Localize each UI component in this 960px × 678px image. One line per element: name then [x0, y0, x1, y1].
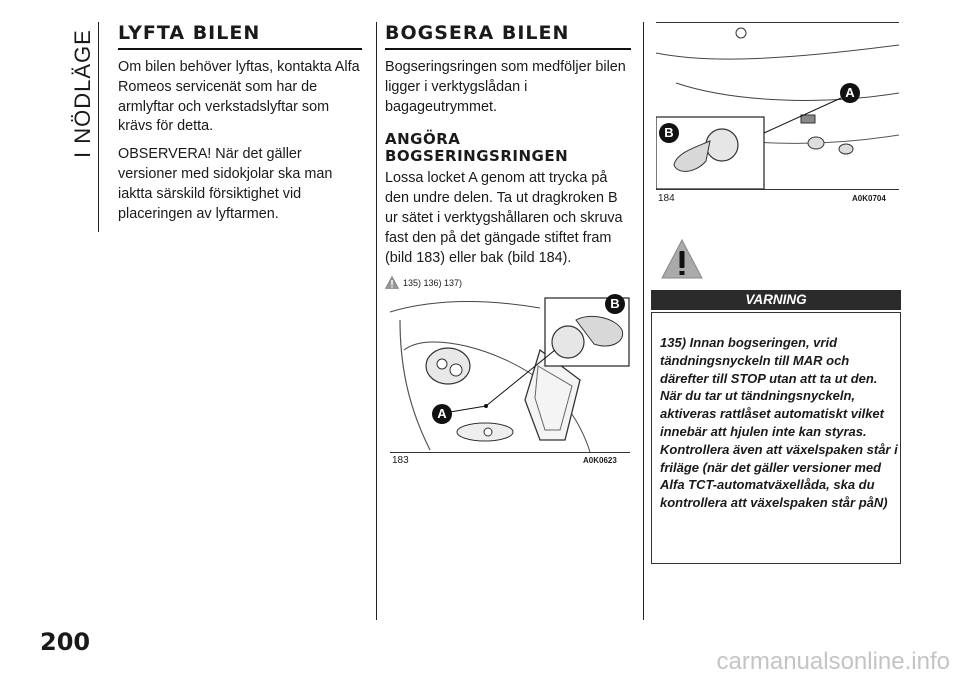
warning-references — [385, 276, 631, 289]
warning-text: Innan bogseringen, vrid tändningsnyckeln till MAR och därefter till STOP utan att ta ut den. När du tar ut tändningsnyckeln, aktiveras rattlåset automatiskt vilket innebär att hjulen inte kan styras. Kontrollera även att växelspaken står i friläge (när det gäller versioner med Alfa TCT-automatväxellåda, ska du kontrollera att växelspaken står påN) — [660, 335, 898, 511]
callout-a: A — [845, 85, 855, 100]
watermark: carmanualsonline.info — [716, 648, 950, 675]
figure-184-code: A0K0704 — [852, 194, 886, 203]
section-tab: I NÖDLÄGE — [70, 29, 95, 158]
figure-183 — [390, 290, 630, 453]
figure-183-number: 183 — [392, 455, 409, 466]
warning-triangle-icon — [385, 276, 399, 289]
warning-number: 135) — [660, 335, 687, 350]
callout-b: B — [664, 125, 674, 140]
figure-184 — [656, 22, 899, 190]
figure-183-code: A0K0623 — [583, 456, 617, 465]
column-towing — [385, 22, 631, 289]
column-lift-car — [118, 22, 362, 224]
subheading-fit-tow-ring — [385, 131, 631, 165]
paragraph-tow-ring: Bogseringsringen som medföljer bilen ligger i verktygslådan i bagageutrymmet. — [385, 59, 626, 115]
callout-a: A — [437, 406, 447, 421]
column-divider-2 — [643, 22, 644, 620]
subheading-line-1: ANGÖRA — [385, 130, 461, 149]
front-bumper-illustration — [390, 290, 630, 452]
rear-bumper-illustration — [656, 23, 899, 189]
paragraph-lift-note: OBSERVERA! När det gäller versioner med sidokjolar ska man iaktta särskild försiktighet vid placeringen av lyftarmen. — [118, 146, 333, 222]
callout-b: B — [610, 296, 620, 311]
paragraph-lift-info: Om bilen behöver lyftas, kontakta Alfa Romeos servicenät som har de armlyftar och verkstadslyftar som krävs för detta. — [118, 59, 360, 135]
figure-184-number: 184 — [658, 193, 675, 204]
warning-title: VARNING — [651, 290, 901, 310]
warning-refs-text: 135) 136) 137) — [403, 277, 463, 288]
page-number: 200 — [40, 628, 91, 656]
column-divider-1 — [376, 22, 377, 620]
warning-item-135 — [660, 334, 898, 512]
heading-towing: BOGSERA BILEN — [385, 22, 631, 50]
heading-lift-car: LYFTA BILEN — [118, 22, 362, 50]
subheading-line-2: BOGSERINGSRINGEN — [385, 147, 569, 166]
warning-triangle-icon — [660, 238, 704, 280]
paragraph-fit-instructions: Lossa locket A genom att trycka på den undre delen. Ta ut dragkroken B ur sätet i verktygshållaren och skruva fast den på det gängade stiftet fram (bild 183) eller bak (bild 184). — [385, 170, 623, 266]
section-tab-rule — [98, 22, 99, 232]
